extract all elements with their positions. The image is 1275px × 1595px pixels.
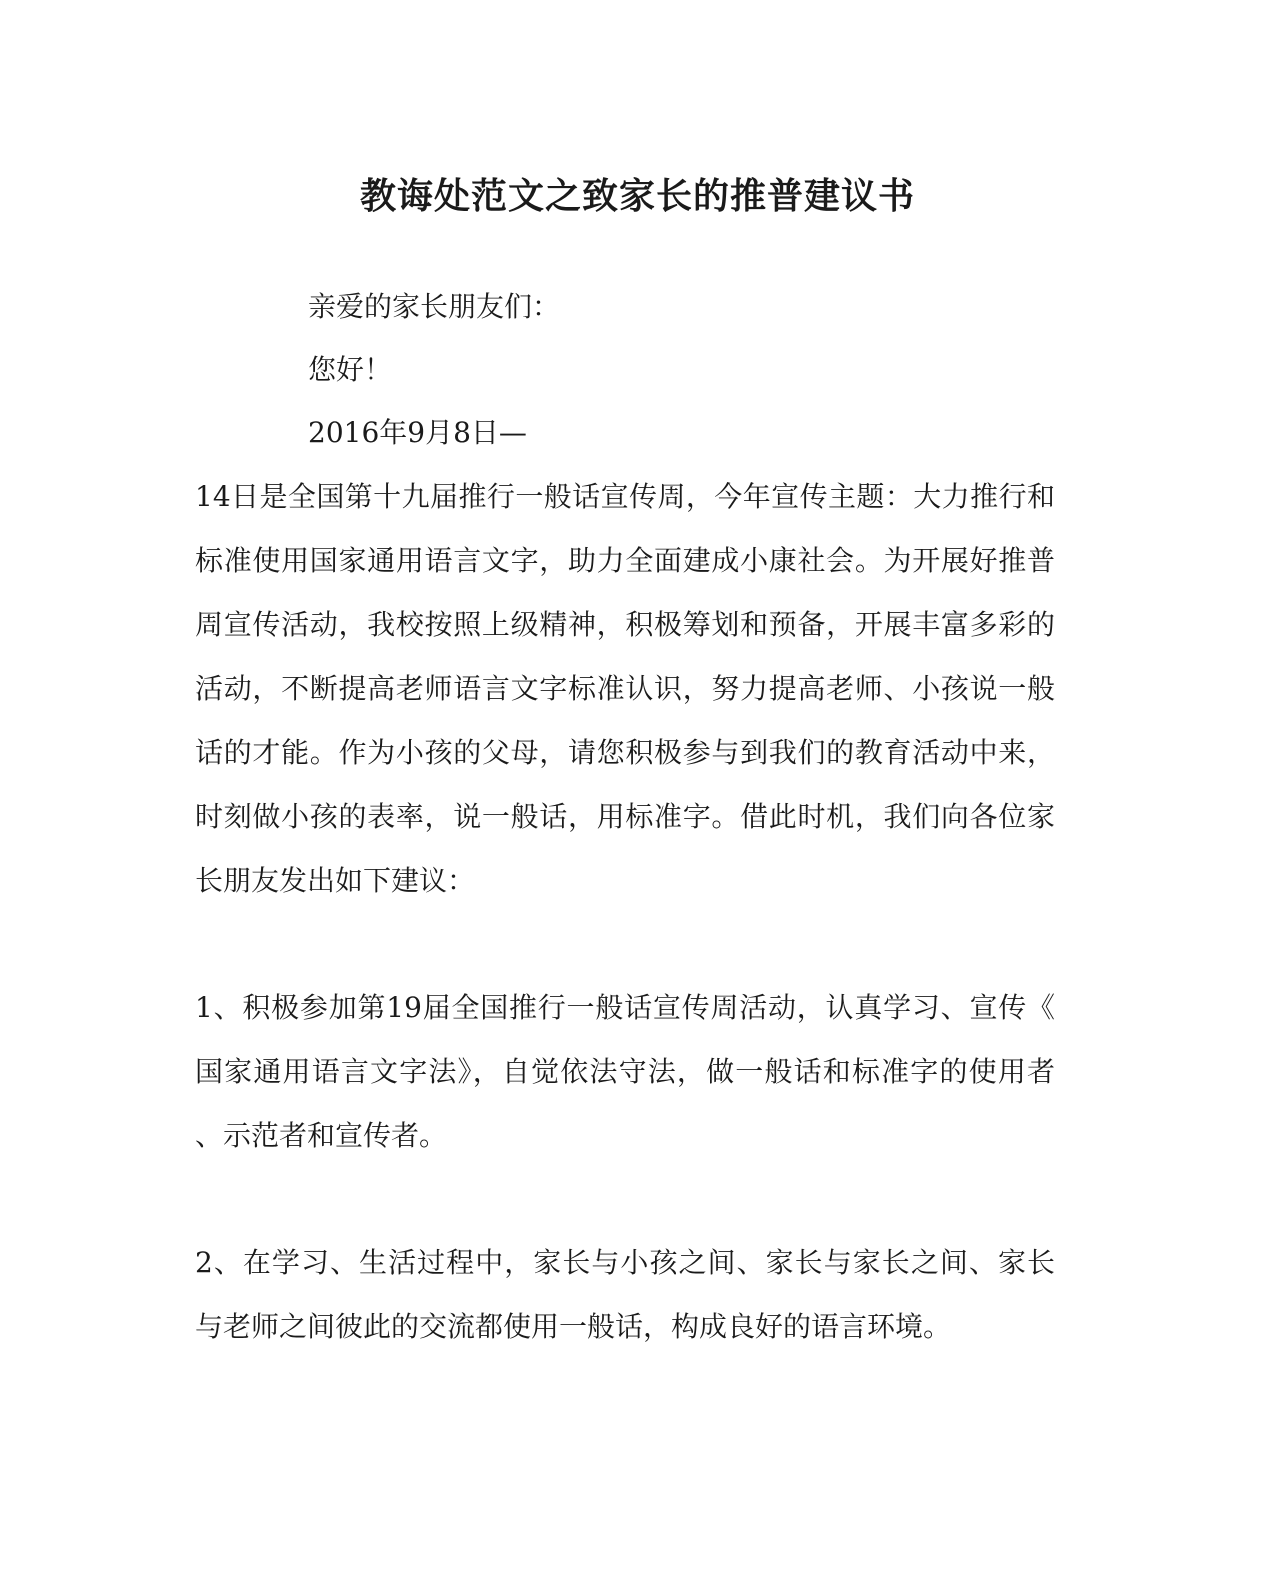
document-title: 教诲处范文之致家长的推普建议书 — [359, 175, 915, 217]
item-line: 1、积极参加第19届全国推行一般话宣传周活动，认真学习、宣传《 — [195, 991, 1055, 1024]
item-line: 、示范者和宣传者。 — [195, 1119, 448, 1152]
greeting: 您好！ — [308, 353, 393, 386]
salutation: 亲爱的家长朋友们： — [308, 290, 561, 323]
paragraph-line: 时刻做小孩的表率，说一般话，用标准字。借此时机，我们向各位家 — [195, 800, 1055, 833]
paragraph-line: 周宣传活动，我校按照上级精神，积极筹划和预备，开展丰富多彩的 — [195, 608, 1055, 641]
item-line: 国家通用语言文字法》，自觉依法守法，做一般话和标准字的使用者 — [195, 1055, 1055, 1088]
paragraph-line: 活动，不断提高老师语言文字标准认识，努力提高老师、小孩说一般 — [195, 672, 1055, 705]
paragraph-line: 长朋友发出如下建议： — [195, 864, 476, 897]
item-line: 2、在学习、生活过程中，家长与小孩之间、家长与家长之间、家长 — [195, 1246, 1055, 1279]
paragraph-line: 标准使用国家通用语言文字，助力全面建成小康社会。为开展好推普 — [195, 544, 1055, 577]
date-line: 2016年9月8日— — [308, 416, 527, 449]
paragraph-line: 14日是全国第十九届推行一般话宣传周，今年宣传主题：大力推行和 — [195, 480, 1055, 513]
item-line: 与老师之间彼此的交流都使用一般话，构成良好的语言环境。 — [195, 1310, 952, 1343]
paragraph-line: 话的才能。作为小孩的父母，请您积极参与到我们的教育活动中来， — [195, 736, 1055, 769]
